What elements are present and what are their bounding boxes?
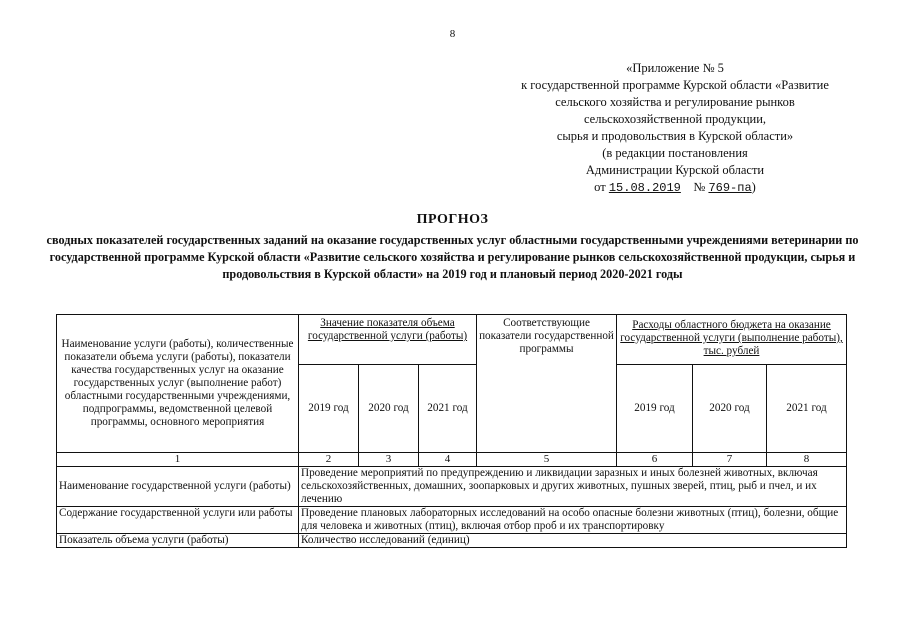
header-service-name: Наименование услуги (работы), количественные показатели объема услуги (работы), показатели качества государственных услуг на оказание государственных услуг (выполнение работ) областными государственными учреждениями, подпрограммы, ведомственной целевой программы, основного мероприятия bbox=[57, 315, 299, 453]
appendix-line-6: (в редакции постановления bbox=[602, 146, 748, 160]
header-program-indicators: Соответствующие показатели государственной программы bbox=[477, 315, 617, 453]
row-value: Проведение плановых лабораторных исследований на особо опасные болезни животных (птиц), болезни, общие для человека и животных (птиц), включая отбор проб и их транспортировку bbox=[299, 507, 847, 534]
appendix-line-1: «Приложение № 5 bbox=[626, 61, 724, 75]
year-2021-expense: 2021 год bbox=[767, 365, 847, 453]
column-number: 2 bbox=[299, 453, 359, 467]
year-2020-expense: 2020 год bbox=[693, 365, 767, 453]
appendix-line-2: к государственной программе Курской области «Развитие bbox=[521, 78, 829, 92]
table-row bbox=[57, 534, 847, 548]
row-value: Проведение мероприятий по предупреждению и ликвидации заразных и иных болезней животных, включая сельскохозяйственных, домашних, зоопарковых и других животных, пушных зверей, птиц, рыб и пчел, и их лечению bbox=[299, 467, 847, 507]
column-number: 7 bbox=[693, 453, 767, 467]
year-2019-volume: 2019 год bbox=[299, 365, 359, 453]
column-number: 3 bbox=[359, 453, 419, 467]
number-prefix: № bbox=[693, 180, 706, 194]
forecast-table bbox=[56, 314, 847, 548]
row-label: Показатель объема услуги (работы) bbox=[57, 534, 299, 548]
appendix-line-3: сельского хозяйства и регулирование рынков bbox=[555, 95, 795, 109]
year-2019-expense: 2019 год bbox=[617, 365, 693, 453]
appendix-date-line bbox=[455, 179, 895, 197]
document-subtitle: сводных показателей государственных заданий на оказание государственных услуг областными государственными учреждениями ветеринарии по государственной программе Курской области «Развитие сельского хозяйства и регулирование рынков сельскохозяйственной продукции, сырья и продовольствия в Курской области» на 2019 год и плановый период 2020-2021 годы bbox=[46, 233, 859, 281]
column-number: 4 bbox=[419, 453, 477, 467]
column-number: 6 bbox=[617, 453, 693, 467]
column-number: 5 bbox=[477, 453, 617, 467]
resolution-date: 15.08.2019 bbox=[608, 181, 681, 195]
row-label: Наименование государственной услуги (работы) bbox=[57, 467, 299, 507]
year-2021-volume: 2021 год bbox=[419, 365, 477, 453]
appendix-block bbox=[455, 60, 895, 197]
appendix-line-5: сырья и продовольствия в Курской области» bbox=[556, 129, 794, 143]
appendix-line-7: Администрации Курской области bbox=[585, 163, 765, 177]
table-row bbox=[57, 507, 847, 534]
row-label: Содержание государственной услуги или работы bbox=[57, 507, 299, 534]
header-budget-expenses: Расходы областного бюджета на оказание государственной услуги (выполнение работы), тыс. рублей bbox=[617, 315, 847, 365]
table-row bbox=[57, 467, 847, 507]
resolution-number: 769-па bbox=[708, 181, 752, 195]
document-title: ПРОГНОЗ bbox=[416, 212, 489, 227]
appendix-line-4: сельскохозяйственной продукции, bbox=[583, 112, 767, 126]
page-number: 8 bbox=[449, 28, 456, 40]
column-number: 8 bbox=[767, 453, 847, 467]
date-prefix: от bbox=[594, 180, 606, 194]
year-2020-volume: 2020 год bbox=[359, 365, 419, 453]
closing-paren: ) bbox=[751, 180, 756, 194]
row-value: Количество исследований (единиц) bbox=[299, 534, 847, 548]
header-volume-value: Значение показателя объема государственной услуги (работы) bbox=[299, 315, 477, 365]
column-number: 1 bbox=[57, 453, 299, 467]
